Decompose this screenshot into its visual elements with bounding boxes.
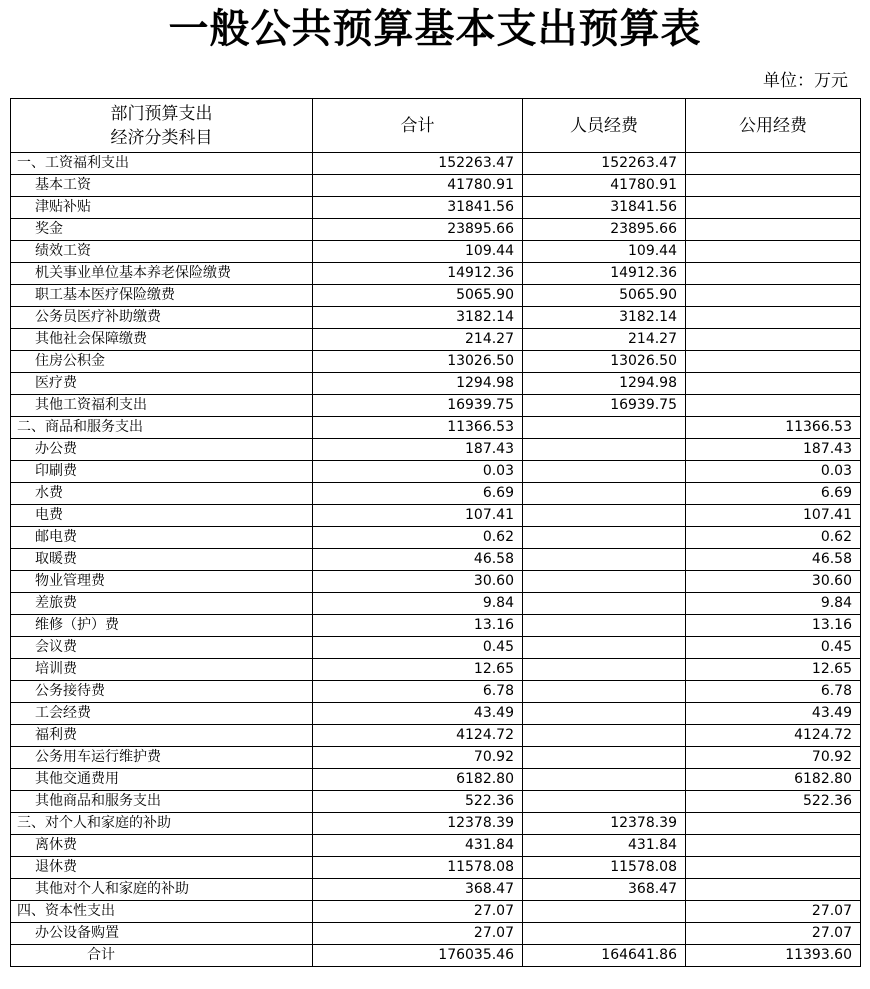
total-cell: 30.60 [313, 571, 523, 593]
item-name: 电费 [11, 505, 313, 527]
personnel-cell: 431.84 [523, 835, 686, 857]
total-cell: 6.78 [313, 681, 523, 703]
table-row [11, 527, 861, 549]
item-name: 差旅费 [11, 593, 313, 615]
table-row [11, 483, 861, 505]
total-cell: 152263.47 [313, 153, 523, 175]
table-row [11, 879, 861, 901]
total-cell: 16939.75 [313, 395, 523, 417]
section-row [11, 901, 861, 923]
item-name: 维修（护）费 [11, 615, 313, 637]
table-row [11, 439, 861, 461]
total-cell: 13026.50 [313, 351, 523, 373]
total-cell: 11366.53 [313, 417, 523, 439]
personnel-cell: 14912.36 [523, 263, 686, 285]
public-cell [686, 307, 861, 329]
item-name: 基本工资 [11, 175, 313, 197]
table-row [11, 263, 861, 285]
public-cell [686, 219, 861, 241]
header-category [11, 99, 313, 153]
item-name: 其他工资福利支出 [11, 395, 313, 417]
total-cell: 522.36 [313, 791, 523, 813]
total-row-label: 合计 [11, 945, 313, 967]
personnel-cell [523, 483, 686, 505]
item-name: 工会经费 [11, 703, 313, 725]
public-cell [686, 857, 861, 879]
table-row [11, 571, 861, 593]
item-name: 津贴补贴 [11, 197, 313, 219]
total-cell: 6182.80 [313, 769, 523, 791]
table-row [11, 615, 861, 637]
total-row [11, 945, 861, 967]
header-row [11, 99, 861, 153]
table-row [11, 241, 861, 263]
personnel-cell: 31841.56 [523, 197, 686, 219]
table-row [11, 197, 861, 219]
item-name: 公务接待费 [11, 681, 313, 703]
personnel-cell: 5065.90 [523, 285, 686, 307]
public-cell: 0.62 [686, 527, 861, 549]
table-row [11, 791, 861, 813]
total-cell: 12378.39 [313, 813, 523, 835]
total-cell: 3182.14 [313, 307, 523, 329]
table-row [11, 307, 861, 329]
personnel-cell [523, 505, 686, 527]
table-row [11, 505, 861, 527]
public-cell [686, 373, 861, 395]
table-row [11, 329, 861, 351]
table-row [11, 637, 861, 659]
item-name: 会议费 [11, 637, 313, 659]
personnel-cell [523, 571, 686, 593]
item-name: 物业管理费 [11, 571, 313, 593]
personnel-cell [523, 417, 686, 439]
personnel-cell [523, 549, 686, 571]
item-name: 公务用车运行维护费 [11, 747, 313, 769]
page-title: 一般公共预算基本支出预算表 [168, 5, 702, 52]
public-cell [686, 175, 861, 197]
personnel-cell: 1294.98 [523, 373, 686, 395]
total-cell: 27.07 [313, 923, 523, 945]
public-cell: 27.07 [686, 901, 861, 923]
personnel-cell [523, 791, 686, 813]
item-name: 其他商品和服务支出 [11, 791, 313, 813]
personnel-cell [523, 769, 686, 791]
item-name: 四、资本性支出 [11, 901, 313, 923]
total-cell: 41780.91 [313, 175, 523, 197]
table-row [11, 219, 861, 241]
section-row [11, 417, 861, 439]
personnel-cell [523, 923, 686, 945]
total-row-public: 11393.60 [686, 945, 861, 967]
table-row [11, 593, 861, 615]
public-cell: 0.03 [686, 461, 861, 483]
total-cell: 109.44 [313, 241, 523, 263]
table-row [11, 703, 861, 725]
total-cell: 187.43 [313, 439, 523, 461]
total-cell: 0.45 [313, 637, 523, 659]
public-cell: 13.16 [686, 615, 861, 637]
item-name: 医疗费 [11, 373, 313, 395]
total-cell: 107.41 [313, 505, 523, 527]
item-name: 邮电费 [11, 527, 313, 549]
total-cell: 31841.56 [313, 197, 523, 219]
item-name: 离休费 [11, 835, 313, 857]
public-cell [686, 835, 861, 857]
total-cell: 6.69 [313, 483, 523, 505]
table-row [11, 659, 861, 681]
public-cell: 11366.53 [686, 417, 861, 439]
budget-table [10, 98, 861, 967]
table-row [11, 769, 861, 791]
public-cell: 6182.80 [686, 769, 861, 791]
item-name: 取暖费 [11, 549, 313, 571]
public-cell: 9.84 [686, 593, 861, 615]
section-row [11, 813, 861, 835]
table-row [11, 923, 861, 945]
personnel-cell: 368.47 [523, 879, 686, 901]
total-cell: 431.84 [313, 835, 523, 857]
public-cell: 4124.72 [686, 725, 861, 747]
total-cell: 70.92 [313, 747, 523, 769]
item-name: 绩效工资 [11, 241, 313, 263]
public-cell: 43.49 [686, 703, 861, 725]
public-cell: 6.78 [686, 681, 861, 703]
personnel-cell [523, 659, 686, 681]
total-cell: 1294.98 [313, 373, 523, 395]
public-cell: 187.43 [686, 439, 861, 461]
personnel-cell: 41780.91 [523, 175, 686, 197]
table-row [11, 835, 861, 857]
personnel-cell [523, 901, 686, 923]
total-row-personnel: 164641.86 [523, 945, 686, 967]
personnel-cell: 16939.75 [523, 395, 686, 417]
table-row [11, 681, 861, 703]
total-cell: 27.07 [313, 901, 523, 923]
item-name: 培训费 [11, 659, 313, 681]
header-public: 公用经费 [686, 99, 861, 153]
item-name: 办公设备购置 [11, 923, 313, 945]
item-name: 公务员医疗补助缴费 [11, 307, 313, 329]
personnel-cell: 12378.39 [523, 813, 686, 835]
item-name: 办公费 [11, 439, 313, 461]
public-cell [686, 813, 861, 835]
public-cell [686, 241, 861, 263]
public-cell: 30.60 [686, 571, 861, 593]
personnel-cell [523, 637, 686, 659]
personnel-cell [523, 593, 686, 615]
table-row [11, 395, 861, 417]
public-cell [686, 153, 861, 175]
table-row [11, 461, 861, 483]
public-cell [686, 329, 861, 351]
total-cell: 46.58 [313, 549, 523, 571]
personnel-cell [523, 615, 686, 637]
table-row [11, 747, 861, 769]
public-cell: 27.07 [686, 923, 861, 945]
public-cell [686, 285, 861, 307]
public-cell: 6.69 [686, 483, 861, 505]
total-cell: 12.65 [313, 659, 523, 681]
total-cell: 4124.72 [313, 725, 523, 747]
item-name: 三、对个人和家庭的补助 [11, 813, 313, 835]
public-cell: 107.41 [686, 505, 861, 527]
personnel-cell [523, 703, 686, 725]
table-row [11, 351, 861, 373]
total-cell: 5065.90 [313, 285, 523, 307]
total-cell: 0.62 [313, 527, 523, 549]
personnel-cell [523, 725, 686, 747]
total-cell: 11578.08 [313, 857, 523, 879]
item-name: 一、工资福利支出 [11, 153, 313, 175]
table-row [11, 857, 861, 879]
total-cell: 9.84 [313, 593, 523, 615]
public-cell: 46.58 [686, 549, 861, 571]
personnel-cell: 13026.50 [523, 351, 686, 373]
item-name: 机关事业单位基本养老保险缴费 [11, 263, 313, 285]
table-row [11, 725, 861, 747]
personnel-cell: 152263.47 [523, 153, 686, 175]
item-name: 印刷费 [11, 461, 313, 483]
item-name: 其他社会保障缴费 [11, 329, 313, 351]
public-cell [686, 351, 861, 373]
header-total: 合计 [313, 99, 523, 153]
table-row [11, 285, 861, 307]
item-name: 住房公积金 [11, 351, 313, 373]
personnel-cell [523, 681, 686, 703]
personnel-cell: 11578.08 [523, 857, 686, 879]
section-row [11, 153, 861, 175]
public-cell: 12.65 [686, 659, 861, 681]
item-name: 二、商品和服务支出 [11, 417, 313, 439]
total-cell: 0.03 [313, 461, 523, 483]
total-cell: 368.47 [313, 879, 523, 901]
public-cell [686, 197, 861, 219]
personnel-cell: 3182.14 [523, 307, 686, 329]
total-cell: 23895.66 [313, 219, 523, 241]
personnel-cell: 214.27 [523, 329, 686, 351]
item-name: 福利费 [11, 725, 313, 747]
item-name: 奖金 [11, 219, 313, 241]
item-name: 其他对个人和家庭的补助 [11, 879, 313, 901]
item-name: 其他交通费用 [11, 769, 313, 791]
item-name: 职工基本医疗保险缴费 [11, 285, 313, 307]
total-cell: 43.49 [313, 703, 523, 725]
public-cell: 70.92 [686, 747, 861, 769]
table-row [11, 373, 861, 395]
personnel-cell [523, 527, 686, 549]
table-row [11, 549, 861, 571]
item-name: 水费 [11, 483, 313, 505]
header-category-line2: 经济分类科目 [110, 127, 213, 148]
total-cell: 14912.36 [313, 263, 523, 285]
unit-label: 单位：万元 [763, 71, 848, 91]
table-row [11, 175, 861, 197]
total-cell: 13.16 [313, 615, 523, 637]
personnel-cell [523, 439, 686, 461]
item-name: 退休费 [11, 857, 313, 879]
public-cell: 522.36 [686, 791, 861, 813]
total-row-total: 176035.46 [313, 945, 523, 967]
personnel-cell [523, 461, 686, 483]
public-cell [686, 395, 861, 417]
personnel-cell: 23895.66 [523, 219, 686, 241]
header-category-line1: 部门预算支出 [110, 103, 213, 124]
header-personnel: 人员经费 [523, 99, 686, 153]
total-cell: 214.27 [313, 329, 523, 351]
public-cell: 0.45 [686, 637, 861, 659]
public-cell [686, 879, 861, 901]
personnel-cell [523, 747, 686, 769]
public-cell [686, 263, 861, 285]
personnel-cell: 109.44 [523, 241, 686, 263]
